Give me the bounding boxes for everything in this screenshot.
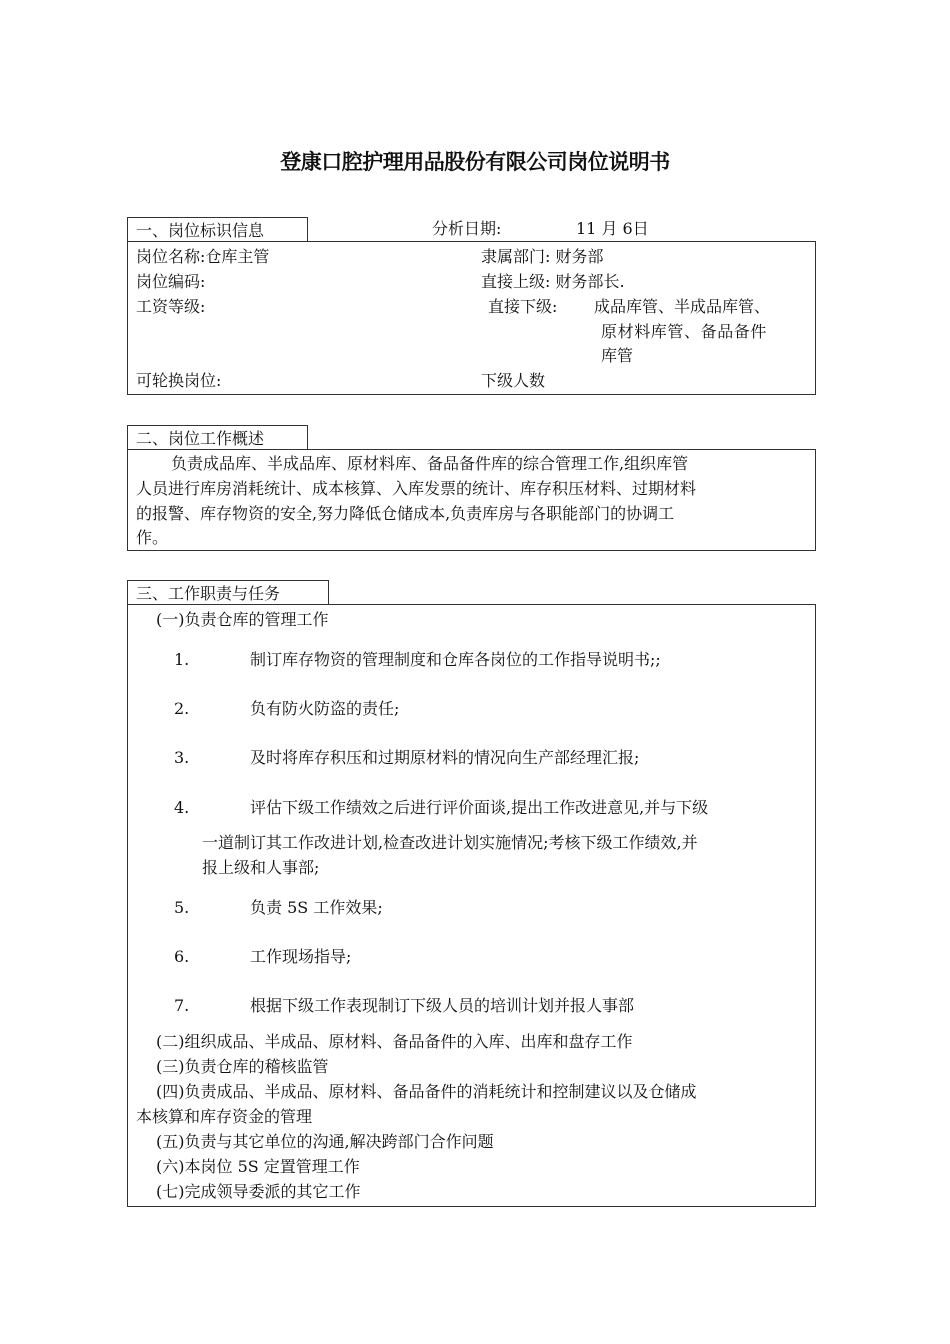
post-code: 岗位编码: bbox=[136, 272, 206, 291]
item-number: 1. bbox=[174, 650, 190, 669]
item-text: 负有防火防盗的责任; bbox=[250, 699, 400, 718]
item-text: 及时将库存积压和过期原材料的情况向生产部经理汇报; bbox=[250, 748, 640, 767]
item-text: 负责 5S 工作效果; bbox=[250, 898, 383, 917]
direct-subordinate-line: 库管 bbox=[601, 346, 634, 365]
section3-header: 三、工作职责与任务 bbox=[127, 580, 329, 605]
salary-grade: 工资等级: bbox=[136, 297, 206, 316]
item-number: 4. bbox=[174, 798, 190, 817]
item-text-continued: 报上级和人事部; bbox=[202, 858, 320, 877]
item-number: 3. bbox=[174, 748, 190, 767]
group-4: (四)负责成品、半成品、原材料、备品备件的消耗统计和控制建议以及仓储成 bbox=[156, 1082, 697, 1101]
section2-header: 二、岗位工作概述 bbox=[127, 425, 308, 450]
group-7: (七)完成领导委派的其它工作 bbox=[156, 1182, 361, 1201]
analysis-date-value: 11 月 6日 bbox=[576, 219, 649, 238]
item-text: 制订库存物资的管理制度和仓库各岗位的工作指导说明书;; bbox=[250, 650, 661, 669]
direct-subordinate-line: 成品库管、半成品库管、 bbox=[594, 297, 771, 316]
subordinate-count: 下级人数 bbox=[481, 371, 546, 390]
group-6: (六)本岗位 5S 定置管理工作 bbox=[156, 1157, 360, 1176]
summary-line: 作。 bbox=[136, 528, 169, 547]
group-1: (一)负责仓库的管理工作 bbox=[156, 610, 329, 629]
rotation: 可轮换岗位: bbox=[136, 371, 222, 390]
summary-line: 的报警、库存物资的安全,努力降低仓储成本,负责库房与各职能部门的协调工 bbox=[136, 504, 675, 523]
item-number: 5. bbox=[174, 898, 190, 917]
direct-subordinate-label: 直接下级: bbox=[488, 297, 558, 316]
department: 隶属部门: 财务部 bbox=[481, 247, 604, 266]
group-2: (二)组织成品、半成品、原材料、备品备件的入库、出库和盘存工作 bbox=[156, 1032, 633, 1051]
direct-superior: 直接上级: 财务部长. bbox=[481, 272, 625, 291]
item-text: 工作现场指导; bbox=[250, 947, 352, 966]
item-text: 评估下级工作绩效之后进行评价面谈,提出工作改进意见,并与下级 bbox=[250, 798, 709, 817]
group-3: (三)负责仓库的稽核监管 bbox=[156, 1057, 329, 1076]
section1-header: 一、岗位标识信息 bbox=[127, 217, 308, 242]
group-5: (五)负责与其它单位的沟通,解决跨部门合作问题 bbox=[156, 1132, 494, 1151]
item-text-continued: 一道制订其工作改进计划,检查改进计划实施情况;考核下级工作绩效,并 bbox=[202, 833, 698, 852]
item-text: 根据下级工作表现制订下级人员的培训计划并报人事部 bbox=[250, 996, 635, 1015]
group-4-continued: 本核算和库存资金的管理 bbox=[136, 1107, 313, 1126]
item-number: 2. bbox=[174, 699, 190, 718]
analysis-date-label: 分析日期: bbox=[432, 219, 502, 238]
summary-line: 负责成品库、半成品库、原材料库、备品备件库的综合管理工作,组织库管 bbox=[171, 454, 689, 473]
page-title: 登康口腔护理用品股份有限公司岗位说明书 bbox=[280, 150, 670, 174]
summary-line: 人员进行库房消耗统计、成本核算、入库发票的统计、库存积压材料、过期材料 bbox=[136, 479, 697, 498]
item-number: 7. bbox=[174, 996, 190, 1015]
direct-subordinate-line: 原材料库管、备品备件 bbox=[601, 322, 768, 341]
post-name: 岗位名称:仓库主管 bbox=[136, 247, 270, 266]
item-number: 6. bbox=[174, 947, 190, 966]
